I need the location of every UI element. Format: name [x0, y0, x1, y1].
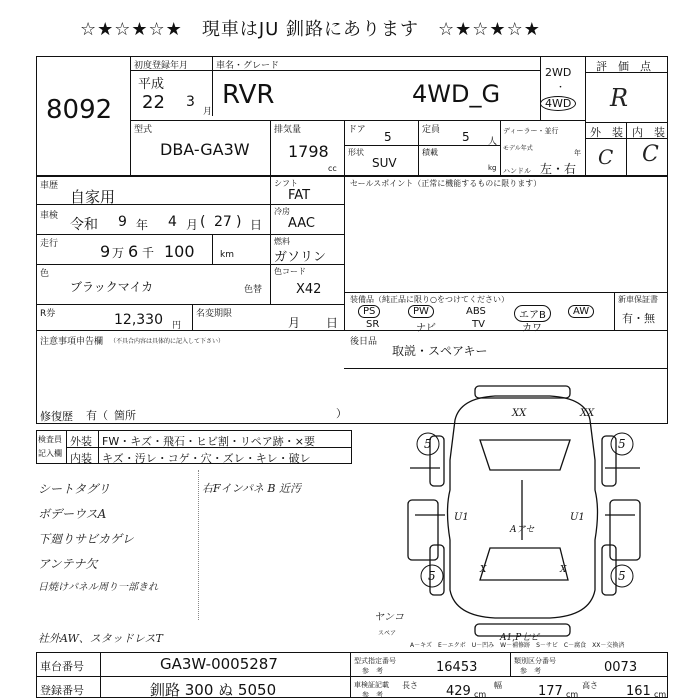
color-code-label: 色コード: [274, 267, 306, 276]
warranty-value: 有・無: [622, 312, 655, 325]
divider: [344, 176, 345, 330]
equip-pw: PW: [408, 305, 434, 318]
meigi-d: 日: [326, 316, 339, 330]
divider: [585, 56, 586, 176]
equipment-label: 装備品（純正品に限り○をつけてください）: [350, 295, 509, 304]
car-diagram: [400, 380, 660, 642]
notes-label: 注意事項申告欄: [40, 337, 104, 347]
divider: [585, 138, 668, 139]
mark-xx-2: XX: [580, 408, 595, 419]
meigi-m: 月: [288, 316, 301, 330]
tyre-rl: 5: [428, 569, 436, 583]
diagram-legend: A－キズ E－エクボ U－凹み W－補修跡 S－サビ C－腐食 XX－交換済: [410, 642, 625, 649]
chassis-label: 車台番号: [40, 660, 84, 673]
divider: [36, 234, 344, 235]
size-l-value: 429: [446, 684, 471, 699]
model-year-label: モデル年式: [503, 145, 533, 152]
divider: [212, 56, 213, 116]
shift-value: FAT: [288, 188, 311, 203]
shaken-month: 4: [168, 214, 177, 230]
equip-tv: TV: [472, 319, 485, 330]
capacity-value: 5: [462, 130, 470, 144]
capacity-label: 定員: [422, 125, 441, 135]
divider: [350, 652, 351, 698]
tyre-rr: 5: [618, 569, 626, 583]
insp-label-1: 検査員: [38, 435, 62, 444]
rating-value: R: [610, 84, 629, 112]
exterior-terms: FW・キズ・飛石・ヒビ割・リペア跡・×要: [102, 435, 315, 448]
mileage-u2: 千: [142, 246, 155, 260]
lot-number: 8092: [46, 95, 113, 125]
mtype-label: 型式: [134, 125, 153, 135]
mark-a-ase: Aアセ: [510, 525, 535, 535]
size-h-unit: cm: [654, 690, 667, 699]
shaken-year: 9: [118, 214, 127, 230]
shaken-y: 年: [136, 218, 149, 232]
disp-label: 排気量: [274, 125, 302, 135]
dealer-label: ディーラー・並行: [503, 127, 559, 135]
equip-navi: ナビ: [416, 323, 436, 334]
repair-close: ）: [336, 407, 347, 420]
repair-label: 修復歴: [40, 410, 73, 423]
divider: [130, 70, 540, 71]
hand-note-4: アンテナ欠: [38, 557, 98, 571]
spare-label: スペア: [378, 630, 397, 637]
divider: [344, 120, 345, 176]
mtype-value: DBA-GA3W: [160, 140, 250, 159]
reg-month: 3: [186, 94, 195, 110]
mark-a1-p7pi: A1,P七ピ: [500, 633, 540, 642]
interior-terms: キズ・汚レ・コゲ・穴・ズレ・キレ・破レ: [102, 452, 311, 465]
meigi-label: 名変期限: [196, 309, 233, 319]
load-label: 積載: [422, 148, 438, 157]
hand-note-5: 日焼けパネル周り一部きれ: [38, 582, 158, 593]
divider: [540, 56, 541, 120]
warranty-label: 新車保証書: [618, 295, 658, 304]
shape-value: SUV: [372, 156, 397, 170]
int-value: C: [642, 142, 659, 167]
divider: [130, 120, 585, 121]
divider: [510, 652, 511, 676]
model-grade: 4WD_G: [412, 80, 501, 108]
size-label: 車検証記載: [354, 681, 389, 689]
sales-point-label: セールスポイント（正常に機能するものに限ります）: [350, 179, 542, 188]
shaken-d: 日: [250, 218, 263, 232]
size-l-label: 長さ: [402, 681, 418, 690]
mileage-v1: 9: [100, 242, 111, 261]
hand-note-right: 右Fインパネ B 近汚: [202, 482, 301, 495]
divider: [585, 72, 668, 73]
disp-value: 1798: [288, 142, 329, 161]
mark-u1-left: U1: [454, 512, 469, 523]
mark-xx-1: XX: [512, 408, 527, 419]
mark-x-2: X: [560, 565, 567, 575]
spare-hand: ヤンコ: [374, 612, 404, 623]
divider: [344, 292, 668, 293]
color-value: ブラックマイカ: [70, 280, 154, 294]
divider: [344, 368, 668, 369]
type-no-value: 16453: [436, 660, 478, 675]
size-sub: 参 考: [362, 691, 383, 699]
divider: [344, 145, 500, 146]
reg-year: 22: [142, 92, 165, 113]
extras-label: 後日品: [350, 337, 378, 347]
divider: [270, 204, 344, 205]
plate-label: 登録番号: [40, 684, 84, 697]
size-w-unit: cm: [566, 690, 579, 699]
recycle-value: 12,330: [114, 312, 163, 328]
drive-2wd: 2WD: [545, 66, 572, 79]
mark-x-1: X: [480, 565, 487, 575]
drive-4wd: 4WD: [540, 96, 576, 111]
divider: [418, 120, 419, 176]
mileage-u1: 万: [112, 246, 125, 260]
doors-label: ドア: [348, 125, 366, 135]
fuel-value: ガソリン: [274, 250, 327, 265]
equip-leather: カワ: [522, 323, 542, 334]
type-no-label: 型式指定番号: [354, 657, 396, 665]
history-value: 自家用: [70, 188, 116, 206]
mileage-label: 走行: [40, 239, 59, 249]
recycle-unit: 円: [172, 321, 182, 331]
reg-era: 平成: [138, 77, 165, 92]
ext-label: 外 装: [590, 126, 623, 139]
color-label: 色: [40, 269, 50, 279]
notes-sub: （不具合内容は具体的に記入して下さい）: [110, 338, 225, 345]
mileage-v2: 6: [128, 242, 139, 261]
type-no-sub: 参 考: [362, 667, 383, 675]
divider: [100, 652, 101, 698]
hand-note-3: 下廻りサビカゲレ: [38, 532, 134, 546]
tyre-fr: 5: [618, 437, 626, 451]
class-no-label: 類別区分番号: [514, 657, 556, 665]
divider: [36, 304, 344, 305]
model-label: 車名・グレード: [216, 61, 280, 71]
reg-label: 初度登録年月: [134, 61, 189, 71]
shaken-day: 27: [214, 214, 232, 230]
int-label: 内 装: [632, 126, 665, 139]
color-code-value: X42: [296, 282, 322, 297]
equip-airbag: エアB: [514, 305, 551, 322]
size-w-label: 幅: [494, 681, 502, 690]
mileage-v3: 100: [164, 242, 195, 261]
equip-aw: AW: [568, 305, 594, 318]
hand-note-6: 社外AW、スタッドレスT: [38, 632, 163, 645]
capacity-unit: 人: [488, 137, 498, 147]
ac-value: AAC: [288, 216, 315, 231]
reg-month-unit: 月: [203, 107, 213, 117]
divider: [270, 120, 271, 176]
shift-label: シフト: [274, 179, 298, 188]
size-h-label: 高さ: [582, 681, 598, 690]
model-year-unit: 年: [574, 149, 581, 157]
shaken-open-paren: (: [200, 214, 206, 230]
ext-value: C: [598, 145, 614, 169]
shaken-era: 令和: [70, 217, 98, 233]
drive-dot: ・: [556, 83, 566, 93]
banner-title: ☆★☆★☆★ 現車はJU 釧路にあります ☆★☆★☆★: [80, 19, 541, 40]
equip-ps: PS: [358, 305, 380, 318]
divider: [500, 120, 501, 176]
divider: [192, 304, 193, 330]
handle-value: 左・右: [540, 162, 577, 176]
history-label: 車歴: [40, 181, 59, 191]
model-name: RVR: [222, 80, 275, 110]
repair-suffix: 箇所: [114, 409, 136, 422]
divider: [36, 264, 344, 265]
plate-value: 釧路 300 ぬ 5050: [150, 681, 277, 699]
exterior-label: 外装: [70, 435, 92, 448]
ac-label: 冷房: [274, 207, 290, 216]
tyre-fl: 5: [424, 437, 432, 451]
divider: [36, 676, 668, 677]
equip-abs: ABS: [466, 306, 486, 317]
handle-label: ハンドル: [503, 167, 531, 175]
shaken-m: 月: [186, 218, 199, 232]
color-change-label: 色替: [244, 285, 263, 295]
fuel-label: 燃料: [274, 237, 290, 246]
divider: [36, 330, 668, 331]
shaken-label: 車検: [40, 211, 59, 221]
class-no-sub: 参 考: [520, 667, 541, 675]
hand-note-2: ボデーウスA: [38, 507, 107, 521]
insp-label-2: 記入欄: [38, 449, 62, 458]
divider: [626, 122, 627, 176]
divider: [130, 56, 131, 176]
equip-sr: SR: [366, 319, 380, 330]
interior-label: 内装: [70, 452, 92, 465]
divider: [198, 470, 199, 620]
mark-u1-right: U1: [570, 512, 585, 523]
mileage-unit: km: [220, 250, 234, 260]
hand-note-1: シートタグリ: [38, 482, 111, 496]
size-h-value: 161: [626, 684, 651, 699]
shape-label: 形状: [348, 148, 364, 157]
disp-unit: cc: [328, 164, 337, 173]
doors-value: 5: [384, 130, 392, 144]
extras-value: 取説・スペアキー: [392, 344, 488, 358]
recycle-label: R券: [40, 309, 56, 319]
size-l-unit: cm: [474, 690, 487, 699]
divider: [270, 176, 271, 304]
load-unit: kg: [488, 164, 497, 172]
divider: [212, 234, 213, 264]
repair-value: 有（: [86, 409, 108, 422]
divider: [614, 292, 615, 330]
chassis-value: GA3W-0005287: [160, 655, 278, 673]
rating-label: 評 価 点: [596, 60, 651, 73]
class-no-value: 0073: [604, 660, 638, 675]
shaken-close-paren: ): [236, 214, 242, 230]
size-w-value: 177: [538, 684, 563, 699]
